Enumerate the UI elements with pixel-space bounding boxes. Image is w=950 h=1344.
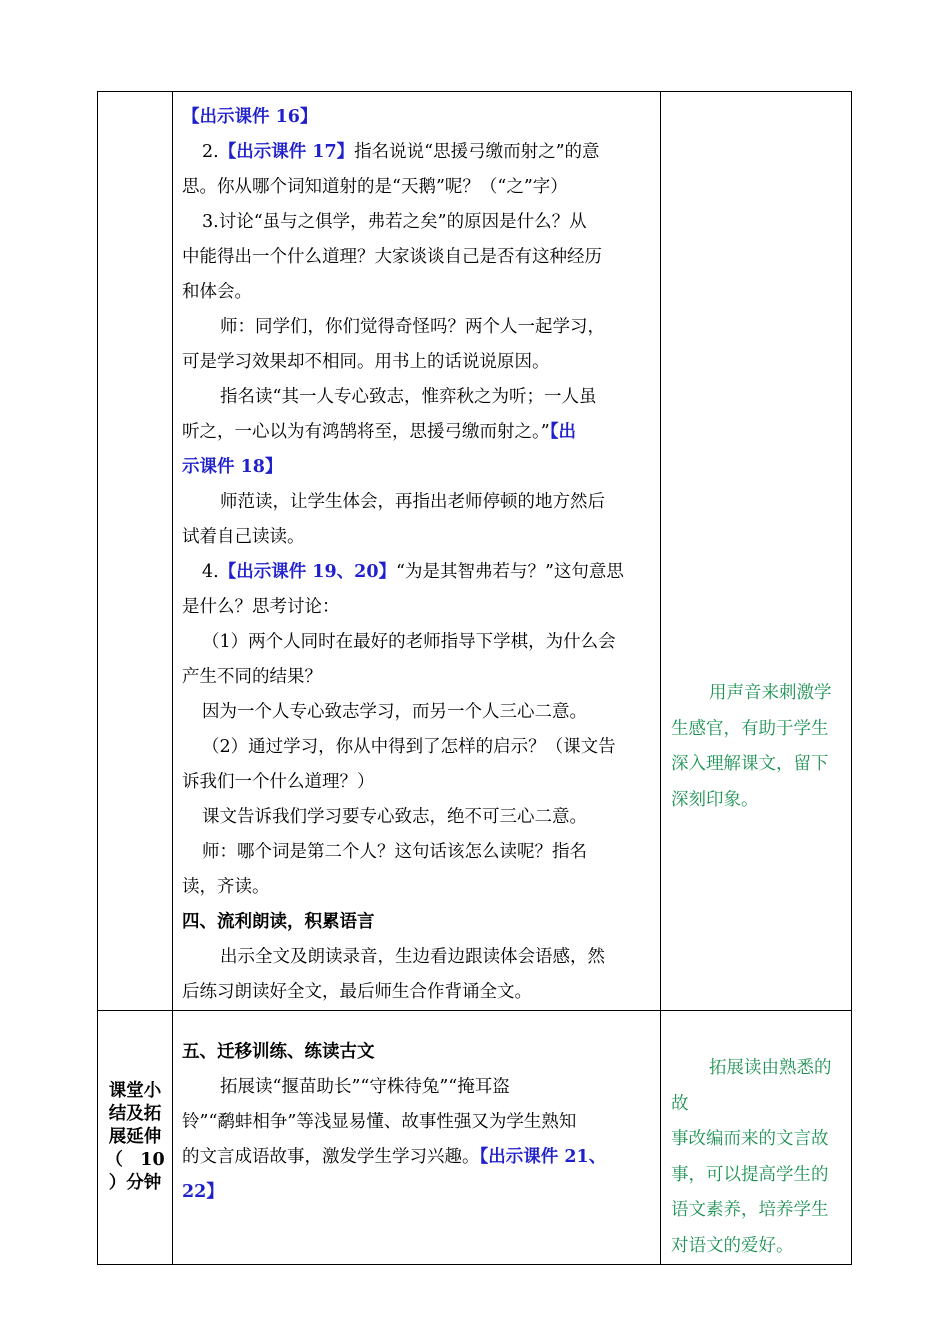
design-note-cell: [661, 1011, 852, 1265]
section-label-line: ）分钟: [108, 1173, 162, 1193]
text-span: 的文言成语故事，激发学生学习兴趣。: [182, 1147, 480, 1167]
note-line: 语文素养，培养学生: [671, 1200, 829, 1220]
text-line: [182, 240, 656, 275]
text-span: 中能得出一个什么道理？大家谈谈自己是否有这种经历: [182, 247, 602, 267]
text-line: [182, 1035, 656, 1070]
text-span: 出示全文及朗读录音，生边看边跟读体会语感，然: [220, 947, 605, 967]
section-label: [98, 1080, 172, 1195]
text-span: 因为一个人专心致志学习，而另一个人三心二意。: [202, 702, 587, 722]
text-line: [182, 1140, 656, 1175]
courseware-ref: 【出示课件 17】: [218, 142, 355, 162]
text-line: [182, 170, 656, 205]
section-label-line: （ 10: [105, 1150, 165, 1170]
section-heading: 五、迁移训练、练读古文: [182, 1042, 375, 1062]
text-span: 思。你从哪个词知道射的是“天鹅”呢？（“之”字）: [182, 177, 568, 197]
text-span: （1）两个人同时在最好的老师指导下学棋，为什么会: [202, 632, 616, 652]
courseware-ref: 【出: [549, 422, 576, 442]
teaching-content: [173, 1011, 660, 1210]
section-label-cell: [98, 1011, 173, 1265]
text-line: [182, 940, 656, 975]
text-span: 是什么？思考讨论：: [182, 597, 340, 617]
text-line: [182, 625, 656, 660]
text-span: 师范读，让学生体会，再指出老师停顿的地方然后: [220, 492, 605, 512]
courseware-ref: 22】: [182, 1182, 224, 1202]
text-line: [182, 765, 656, 800]
note-line: 深刻印象。: [671, 789, 759, 810]
section-label-cell: [98, 92, 173, 1011]
text-span: 试着自己读读。: [182, 527, 305, 547]
text-line: [182, 975, 656, 1010]
text-line: [182, 345, 656, 380]
text-line: [182, 415, 656, 450]
text-span: 产生不同的结果？: [182, 667, 322, 687]
text-line: [182, 275, 656, 310]
text-span: 诉我们一个什么道理？）: [182, 772, 375, 792]
design-note: [661, 1011, 851, 1264]
section-label-line: 展延伸: [108, 1127, 162, 1147]
text-span: 指名读“其一人专心致志，惟弈秋之为听；一人虽: [220, 387, 597, 407]
text-span: 拓展读“揠苗助长”“守株待兔”“掩耳盗: [220, 1077, 510, 1097]
lesson-plan-table: [97, 91, 852, 1265]
note-line: 生感官，有助于学生: [671, 718, 829, 739]
text-line: [182, 1105, 656, 1140]
note-line: 拓展读由熟悉的故: [671, 1058, 832, 1114]
text-line: [182, 380, 656, 415]
text-line: [182, 310, 656, 345]
courseware-ref: 示课件 18】: [182, 457, 283, 477]
text-line: [182, 835, 656, 870]
courseware-ref: 【出示课件 16】: [182, 107, 318, 127]
text-line: [182, 660, 656, 695]
text-line: [182, 135, 656, 170]
text-span: 3.讨论“虽与之俱学，弗若之矣”的原因是什么？从: [202, 212, 587, 232]
text-line: [182, 1175, 656, 1210]
text-line: [182, 520, 656, 555]
text-line: [182, 695, 656, 730]
text-line: [182, 485, 656, 520]
teaching-content-cell: [173, 1011, 661, 1265]
note-line: 事，可以提高学生的: [671, 1164, 829, 1185]
note-line: 对语文的爱好。: [671, 1235, 794, 1256]
note-line: 深入理解课文，留下: [671, 754, 829, 774]
text-line: [182, 870, 656, 905]
section-label-line: 课堂小: [108, 1081, 162, 1101]
text-line: [182, 555, 656, 590]
text-span: 和体会。: [182, 282, 252, 302]
teaching-content-cell: [173, 92, 661, 1011]
text-span: 读，齐读。: [182, 877, 270, 897]
text-span: 4.: [202, 562, 219, 582]
text-line: [182, 1070, 656, 1105]
table-row: [98, 92, 852, 1011]
courseware-ref: 【出示课件 21、: [479, 1147, 607, 1167]
text-span: 课文告诉我们学习要专心致志，绝不可三心二意。: [202, 807, 587, 827]
text-line: [182, 730, 656, 765]
section-label-line: 结及拓: [108, 1104, 162, 1124]
design-note-cell: [661, 92, 852, 1011]
text-span: 指名说说“思援弓缴而射之”的意: [354, 142, 600, 162]
table-row: [98, 1011, 852, 1265]
text-span: 2.: [202, 142, 219, 162]
section-heading: 四、流利朗读，积累语言: [182, 912, 375, 932]
text-span: “为是其智弗若与？”这句意思: [396, 562, 624, 582]
note-line: 用声音来刺激学: [709, 683, 832, 703]
text-line: [182, 450, 656, 485]
text-span: 铃”“鹬蚌相争”等浅显易懂、故事性强又为学生熟知: [182, 1112, 577, 1132]
note-line: 事改编而来的文言故: [671, 1129, 829, 1149]
text-line: [182, 590, 656, 625]
text-span: 后练习朗读好全文，最后师生合作背诵全文。: [182, 982, 532, 1002]
text-span: 听之，一心以为有鸿鹄将至，思援弓缴而射之。”: [182, 422, 550, 442]
text-line: [182, 100, 656, 135]
design-note: [661, 92, 851, 818]
text-span: 师：哪个词是第二个人？这句话该怎么读呢？指名: [202, 842, 587, 862]
teaching-content: [173, 92, 660, 1010]
courseware-ref: 【出示课件 19、20】: [218, 562, 397, 582]
text-line: [182, 800, 656, 835]
text-line: [182, 205, 656, 240]
text-span: 可是学习效果却不相同。用书上的话说说原因。: [182, 352, 550, 372]
text-span: （2）通过学习，你从中得到了怎样的启示？（课文告: [202, 737, 616, 757]
text-span: 师：同学们，你们觉得奇怪吗？两个人一起学习，: [220, 317, 605, 337]
text-line: [182, 905, 656, 940]
